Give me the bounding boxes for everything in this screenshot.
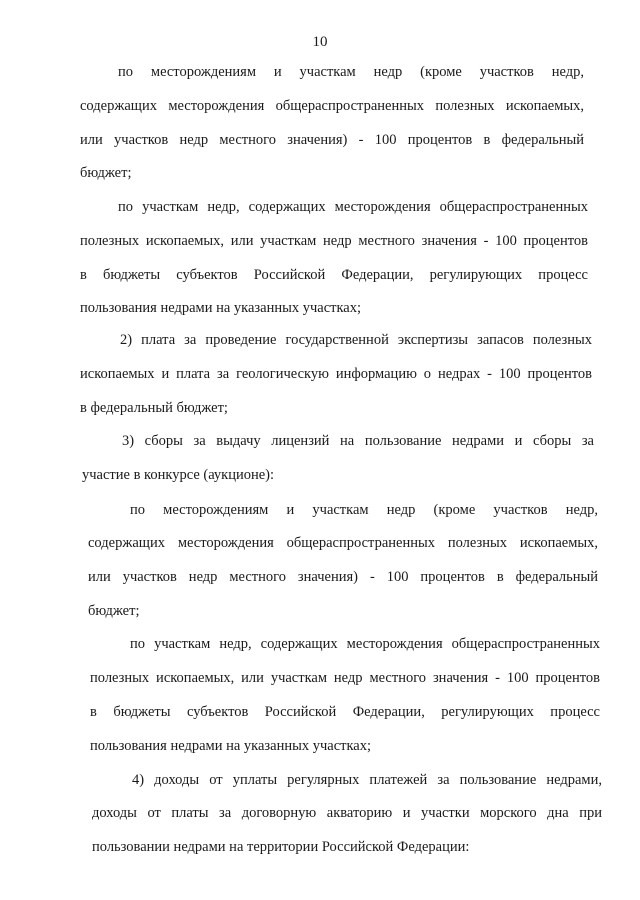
page-number: 10 xyxy=(312,34,328,50)
text-line: в бюджеты субъектов Российской Федерации, регулирующих процесс xyxy=(90,704,600,720)
text-line: доходы от платы за договорную акваторию и участки морского дна при xyxy=(92,805,602,821)
text-line: полезных ископаемых, или участкам недр местного значения - 100 процентов xyxy=(80,233,588,249)
text-line: содержащих месторождения общераспространенных полезных ископаемых, xyxy=(88,535,598,551)
text-line: в федеральный бюджет; xyxy=(80,400,228,416)
text-line: 4) доходы от уплаты регулярных платежей за пользование недрами, xyxy=(132,772,602,788)
text-line: 2) плата за проведение государственной экспертизы запасов полезных xyxy=(120,332,592,348)
text-line: или участков недр местного значения) - 100 процентов в федеральный xyxy=(80,132,584,148)
text-line: бюджет; xyxy=(80,165,132,181)
text-line: полезных ископаемых, или участкам недр местного значения - 100 процентов xyxy=(90,670,600,686)
text-line: по участкам недр, содержащих месторождения общераспространенных xyxy=(118,199,588,215)
text-line: 3) сборы за выдачу лицензий на пользование недрами и сборы за xyxy=(122,433,594,449)
text-line: содержащих месторождения общераспространенных полезных ископаемых, xyxy=(80,98,584,114)
text-line: пользовании недрами на территории Российской Федерации: xyxy=(92,839,470,855)
text-line: или участков недр местного значения) - 100 процентов в федеральный xyxy=(88,569,598,585)
text-line: бюджет; xyxy=(88,603,140,619)
text-line: по месторождениям и участкам недр (кроме участков недр, xyxy=(118,64,584,80)
text-line: участие в конкурсе (аукционе): xyxy=(82,467,275,483)
text-line: в бюджеты субъектов Российской Федерации, регулирующих процесс xyxy=(80,267,588,283)
text-line: пользования недрами на указанных участках; xyxy=(80,300,362,316)
text-line: по участкам недр, содержащих месторождения общераспространенных xyxy=(130,636,600,652)
text-line: пользования недрами на указанных участках; xyxy=(90,738,372,754)
text-line: ископаемых и плата за геологическую информацию о недрах - 100 процентов xyxy=(80,366,592,382)
text-line: по месторождениям и участкам недр (кроме участков недр, xyxy=(130,502,598,518)
